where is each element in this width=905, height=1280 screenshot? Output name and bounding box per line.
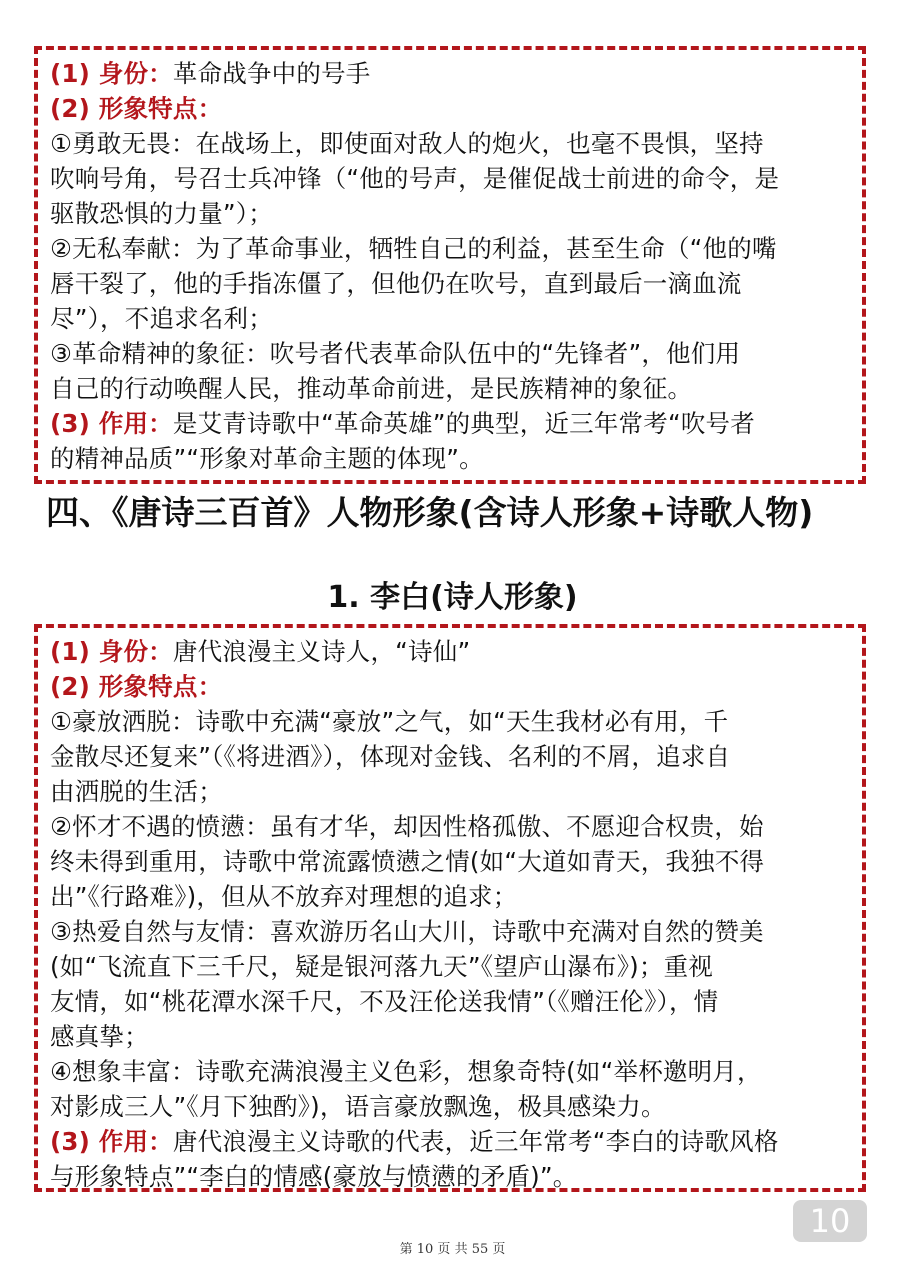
text-line bbox=[50, 669, 852, 704]
text-line bbox=[50, 91, 852, 126]
line-text: 是艾青诗歌中“革命英雄”的典型，近三年常考“吹号者 bbox=[172, 409, 755, 438]
line-text: ④想象丰富：诗歌充满浪漫主义色彩，想象奇特(如“举杯邀明月， bbox=[50, 1057, 762, 1086]
text-line bbox=[50, 196, 852, 231]
line-text: 出”《行路难》)，但从不放弃对理想的追求； bbox=[50, 882, 518, 911]
line-text: ②怀才不遇的愤懑：虽有才华，却因性格孤傲、不愿迎合权贵，始 bbox=[50, 812, 764, 841]
line-text: 唐代浪漫主义诗人，“诗仙” bbox=[172, 637, 471, 666]
text-line bbox=[50, 914, 852, 949]
line-text: 唇干裂了，他的手指冻僵了，但他仍在吹号，直到最后一滴血流 bbox=[50, 269, 742, 298]
text-line bbox=[50, 634, 852, 669]
section-label: (3) 作用： bbox=[50, 1127, 173, 1156]
text-line bbox=[50, 231, 852, 266]
line-text: 与形象特点”“李白的情感(豪放与愤懑的矛盾)”。 bbox=[50, 1162, 578, 1191]
line-text: 尽”），不追求名利； bbox=[50, 304, 273, 333]
text-line bbox=[50, 774, 852, 809]
line-text: ③革命精神的象征：吹号者代表革命队伍中的“先锋者”，他们用 bbox=[50, 339, 741, 368]
section-subheading: 1. 李白(诗人形象) bbox=[327, 580, 578, 615]
text-line bbox=[50, 879, 852, 914]
section-label: (3) 作用： bbox=[50, 409, 173, 438]
text-line bbox=[50, 704, 852, 739]
text-line bbox=[50, 441, 852, 476]
section-heading: 四、《唐诗三百首》人物形象(含诗人形象+诗歌人物) bbox=[46, 493, 814, 532]
section-label: (1) 身份： bbox=[50, 637, 173, 666]
text-line bbox=[50, 161, 852, 196]
text-line bbox=[50, 406, 852, 441]
line-text: ①豪放洒脱：诗歌中充满“豪放”之气，如“天生我材必有用，千 bbox=[50, 707, 729, 736]
line-text: (如“飞流直下三千尺，疑是银河落九天”《望庐山瀑布》)；重视 bbox=[50, 952, 713, 981]
text-line bbox=[50, 844, 852, 879]
page-footer: 第 10 页 共 55 页 bbox=[399, 1242, 506, 1257]
text-line bbox=[50, 739, 852, 774]
content-box-li-bai bbox=[34, 624, 866, 1192]
section-label: (1) 身份： bbox=[50, 59, 173, 88]
text-line bbox=[50, 126, 852, 161]
section-label: (2) 形象特点： bbox=[50, 94, 223, 123]
line-text: 唐代浪漫主义诗歌的代表，近三年常考“李白的诗歌风格 bbox=[172, 1127, 779, 1156]
line-text: 对影成三人”《月下独酌》)，语言豪放飘逸，极具感染力。 bbox=[50, 1092, 666, 1121]
text-line bbox=[50, 809, 852, 844]
line-text: 自己的行动唤醒人民，推动革命前进，是民族精神的象征。 bbox=[50, 374, 693, 403]
text-line bbox=[50, 1019, 852, 1054]
text-line bbox=[50, 1124, 852, 1159]
text-line bbox=[50, 1089, 852, 1124]
page-number-badge: 10 bbox=[793, 1200, 867, 1242]
line-text: 金散尽还复来”（《将进酒》），体现对金钱、名利的不屑，追求自 bbox=[50, 742, 731, 771]
text-line bbox=[50, 56, 852, 91]
line-text: 终未得到重用，诗歌中常流露愤懑之情(如“大道如青天，我独不得 bbox=[50, 847, 765, 876]
section-label: (2) 形象特点： bbox=[50, 672, 223, 701]
line-text: ③热爱自然与友情：喜欢游历名山大川，诗歌中充满对自然的赞美 bbox=[50, 917, 764, 946]
line-text: 由洒脱的生活； bbox=[50, 777, 223, 806]
line-text: 吹响号角，号召士兵冲锋（“他的号声，是催促战士前进的命令，是 bbox=[50, 164, 780, 193]
text-line bbox=[50, 984, 852, 1019]
text-line bbox=[50, 1159, 852, 1194]
text-line bbox=[50, 336, 852, 371]
line-text: ②无私奉献：为了革命事业，牺牲自己的利益，甚至生命（“他的嘴 bbox=[50, 234, 777, 263]
text-line bbox=[50, 1054, 852, 1089]
line-text: 友情，如“桃花潭水深千尺，不及汪伦送我情”（《赠汪伦》），情 bbox=[50, 987, 719, 1016]
text-line bbox=[50, 949, 852, 984]
line-text: 感真挚； bbox=[50, 1022, 149, 1051]
text-line bbox=[50, 266, 852, 301]
line-text: 驱散恐惧的力量”）； bbox=[50, 199, 273, 228]
line-text: 革命战争中的号手 bbox=[172, 59, 371, 88]
content-box-trumpeter bbox=[34, 46, 866, 484]
text-line bbox=[50, 371, 852, 406]
text-line bbox=[50, 301, 852, 336]
line-text: ①勇敢无畏：在战场上，即使面对敌人的炮火，也毫不畏惧，坚持 bbox=[50, 129, 764, 158]
line-text: 的精神品质”“形象对革命主题的体现”。 bbox=[50, 444, 484, 473]
